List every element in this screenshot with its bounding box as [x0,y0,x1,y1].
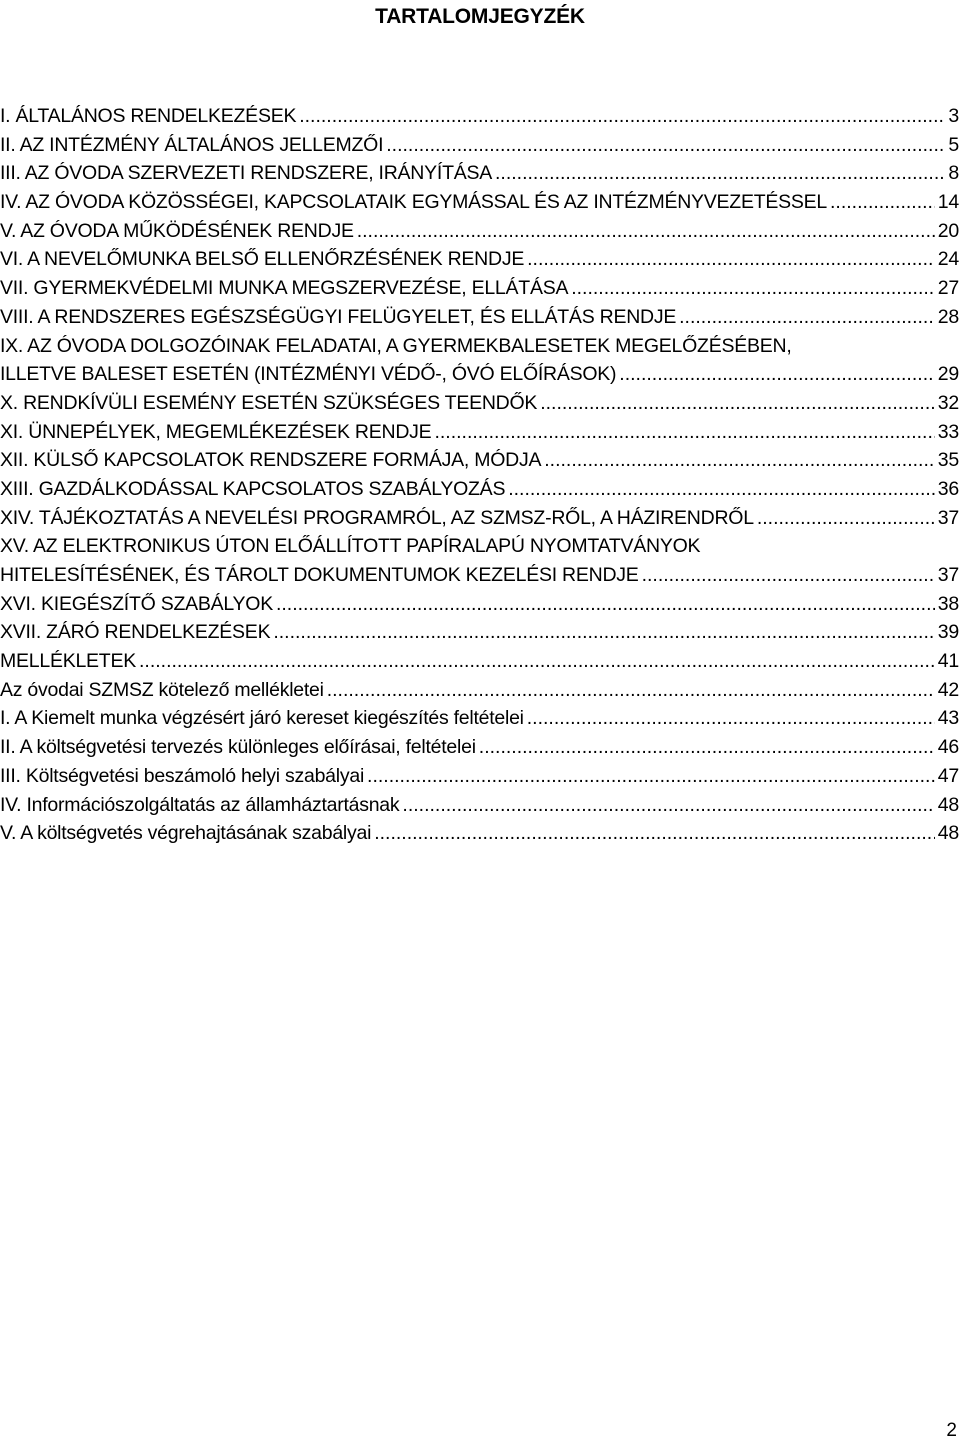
toc-entry-row [0,647,960,676]
toc-entry-label: XIV. TÁJÉKOZTATÁS A NEVELÉSI PROGRAMRÓL, AZ SZMSZ-RŐL, A HÁZIRENDRŐL [0,506,754,529]
toc-entry-label: Az óvodai SZMSZ kötelező mellékletei [0,678,324,701]
toc-entry-label: HITELESÍTÉSÉNEK, ÉS TÁROLT DOKUMENTUMOK KEZELÉSI RENDJE [0,564,639,586]
toc-entry-row [0,791,960,820]
dot-leader [276,590,935,619]
toc-entry-first-line: XV. AZ ELEKTRONIKUS ÚTON ELŐÁLLÍTOTT PAPÍRALAPÚ NYOMTATVÁNYOK [0,535,701,558]
dot-leader [830,188,935,217]
toc-entry[interactable] [0,733,960,762]
dot-leader [679,303,935,332]
dot-leader [540,389,935,418]
toc-entry-row [0,618,960,647]
dot-leader [139,647,935,676]
toc-entry-label: ILLETVE BALESET ESETÉN (INTÉZMÉNYI VÉDŐ-, ÓVÓ ELŐÍRÁSOK) [0,363,617,386]
toc-entry-row [0,446,960,475]
toc-entry[interactable] [0,389,960,418]
toc-entry-label: V. A költségvetés végrehajtásának szabályai [0,822,372,845]
toc-entry-label: V. AZ ÓVODA MŰKÖDÉSÉNEK RENDJE [0,219,354,242]
toc-entry-page-number: 38 [937,592,959,615]
toc-entry-page-number: 33 [937,420,959,443]
page-title: TARTALOMJEGYZÉK [375,5,585,28]
toc-entry-label: XII. KÜLSŐ KAPCSOLATOK RENDSZERE FORMÁJA, MÓDJA [0,449,542,472]
toc-entry[interactable] [0,676,960,705]
toc-entry-label: XI. ÜNNEPÉLYEK, MEGEMLÉKEZÉSEK RENDJE [0,420,432,443]
dot-leader [374,819,935,848]
toc-entry-row [0,217,960,246]
dot-leader [527,245,935,274]
toc-entry-row [0,131,960,160]
dot-leader [642,561,935,590]
toc-entry-page-number: 8 [948,162,959,185]
toc-entry[interactable] [0,274,960,303]
toc-entry[interactable] [0,332,960,389]
toc-entry-row [0,733,960,762]
dot-leader [327,676,935,705]
toc-entry-label: XIII. GAZDÁLKODÁSSAL KAPCSOLATOS SZABÁLYOZÁS [0,477,506,500]
toc-entry[interactable] [0,131,960,160]
toc-entry[interactable] [0,618,960,647]
toc-entry[interactable] [0,217,960,246]
toc-entry-page-number: 32 [937,391,959,414]
toc-entry-row [0,704,960,733]
toc-entry-page-number: 27 [937,277,959,300]
toc-entry[interactable] [0,819,960,848]
toc-entry-row [0,418,960,447]
dot-leader [367,762,935,791]
toc-entry-row [0,676,960,705]
toc-entry-page-number: 46 [937,736,959,759]
toc-entry-first-line: IX. AZ ÓVODA DOLGOZÓINAK FELADATAI, A GYERMEKBALESETEK MEGELŐZÉSÉBEN, [0,334,792,357]
toc-entry-row [0,389,960,418]
toc-entry-row [0,245,960,274]
dot-leader [527,704,935,733]
dot-leader [402,791,934,820]
toc-entry-page-number: 41 [937,650,959,673]
toc-entry[interactable] [0,791,960,820]
dot-leader [357,217,935,246]
toc-entry-page-number: 43 [937,707,959,730]
toc-entry-label: I. ÁLTALÁNOS RENDELKEZÉSEK [0,105,297,127]
toc-entry-label: VI. A NEVELŐMUNKA BELSŐ ELLENŐRZÉSÉNEK RENDJE [0,248,525,271]
toc-entry-page-number: 37 [937,564,959,586]
toc-entry-page-number: 20 [937,219,959,242]
toc-entry-row [0,819,960,848]
toc-entry[interactable] [0,102,960,131]
toc-entry-label: X. RENDKÍVÜLI ESEMÉNY ESETÉN SZÜKSÉGES TEENDŐK [0,391,538,414]
toc-entry[interactable] [0,475,960,504]
toc-entry[interactable] [0,704,960,733]
toc-entry-label: III. Költségvetési beszámoló helyi szabályai [0,764,365,787]
toc-entry-row [0,102,960,131]
toc-entry[interactable] [0,159,960,188]
toc-entry-row [0,561,960,590]
toc-entry-label: MELLÉKLETEK [0,650,136,673]
toc-entry-label: I. A Kiemelt munka végzésért járó kereset kiegészítés feltételei [0,707,524,730]
toc-entry-label: II. AZ INTÉZMÉNY ÁLTALÁNOS JELLEMZŐI [0,133,384,156]
toc-entry-row [0,159,960,188]
dot-leader [544,446,935,475]
toc-entry[interactable] [0,418,960,447]
toc-entry[interactable] [0,245,960,274]
toc-entry-label: VIII. A RENDSZERES EGÉSZSÉGÜGYI FELÜGYELET, ÉS ELLÁTÁS RENDJE [0,305,677,328]
toc-entry-page-number: 48 [937,793,959,816]
toc-entry-page-number: 24 [937,248,959,271]
toc-entry-row [0,504,960,533]
toc-entry-label: III. AZ ÓVODA SZERVEZETI RENDSZERE, IRÁNYÍTÁSA [0,162,492,185]
toc-entry-label: VII. GYERMEKVÉDELMI MUNKA MEGSZERVEZÉSE, ELLÁTÁSA [0,277,569,300]
dot-leader [508,475,935,504]
toc-entry-row [0,303,960,332]
dot-leader [757,504,935,533]
dot-leader [479,733,935,762]
toc-entry-page-number: 47 [937,764,959,787]
toc-entry-page-number: 36 [937,477,959,500]
toc-entry-row [0,274,960,303]
toc-entry-label: IV. Információszolgáltatás az államháztartásnak [0,793,400,816]
toc-entry-row [0,762,960,791]
toc-entry-page-number: 3 [948,105,959,127]
toc-entry-page-number: 5 [948,133,959,156]
toc-entry-page-number: 35 [937,449,959,472]
toc-entry-label: XVI. KIEGÉSZÍTŐ SZABÁLYOK [0,592,273,615]
toc-entry-row [0,360,960,389]
toc-entry-page-number: 28 [937,305,959,328]
toc-entry[interactable] [0,762,960,791]
toc-entry[interactable] [0,590,960,619]
toc-entry-page-number: 39 [937,621,959,644]
toc-entry-row [0,590,960,619]
toc-entry[interactable] [0,188,960,217]
toc-entry-label: II. A költségvetési tervezés különleges előírásai, feltételei [0,736,476,759]
toc-entry[interactable] [0,647,960,676]
toc-entry[interactable] [0,446,960,475]
dot-leader [273,618,934,647]
toc-entry[interactable] [0,504,960,533]
table-of-contents [0,102,960,848]
toc-entry-page-number: 42 [937,678,959,701]
toc-entry-page-number: 14 [937,191,959,214]
dot-leader [571,274,935,303]
toc-entry-row [0,188,960,217]
toc-entry[interactable] [0,303,960,332]
toc-entry-page-number: 37 [937,506,959,529]
toc-entry-label: XVII. ZÁRÓ RENDELKEZÉSEK [0,621,271,644]
toc-entry-page-number: 29 [937,363,959,386]
dot-leader [386,131,945,160]
toc-entry-row [0,475,960,504]
dot-leader [299,102,945,131]
dot-leader [619,360,935,389]
page-number: 2 [946,1420,957,1441]
toc-entry-label: IV. AZ ÓVODA KÖZÖSSÉGEI, KAPCSOLATAIK EGYMÁSSAL ÉS AZ INTÉZMÉNYVEZETÉSSEL [0,191,828,214]
dot-leader [434,418,934,447]
toc-entry-page-number: 48 [937,822,959,845]
toc-entry[interactable] [0,532,960,589]
dot-leader [495,159,945,188]
